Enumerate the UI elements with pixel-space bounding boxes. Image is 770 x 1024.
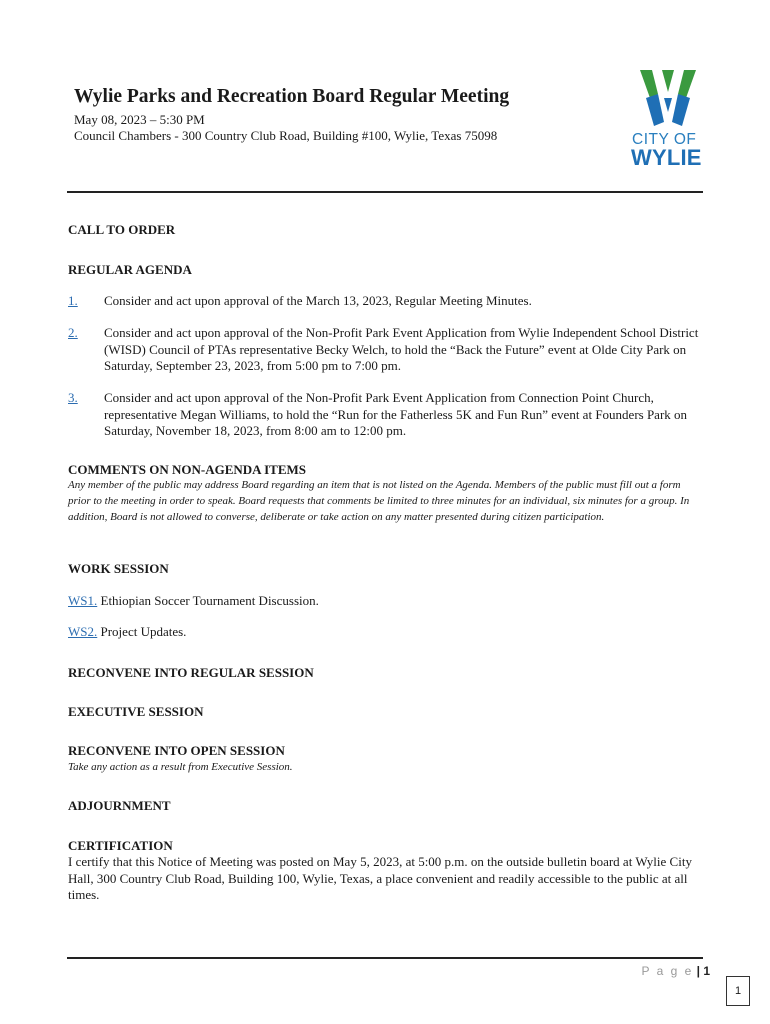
comments-heading: COMMENTS ON NON-AGENDA ITEMS	[68, 462, 306, 477]
reconvene-open-heading: RECONVENE INTO OPEN SESSION	[68, 743, 285, 758]
work-session-item-1	[68, 593, 319, 609]
logo-text-wylie: WYLIE	[631, 145, 702, 170]
work-session-item-1-text: Ethiopian Soccer Tournament Discussion.	[100, 593, 319, 608]
work-session-item-2-text: Project Updates.	[100, 624, 187, 639]
work-session-heading: WORK SESSION	[68, 561, 169, 576]
agenda-item-1-link[interactable]: 1.	[68, 293, 78, 308]
page-number: 1	[703, 964, 710, 978]
agenda-item-2-link[interactable]: 2.	[68, 325, 78, 340]
meeting-title: Wylie Parks and Recreation Board Regular Meeting	[74, 86, 510, 107]
work-session-item-2-link[interactable]: WS2.	[68, 624, 98, 639]
page-separator: |	[696, 964, 700, 978]
agenda-item-1-text: Consider and act upon approval of the March 13, 2023, Regular Meeting Minutes.	[104, 293, 532, 308]
executive-session-heading: EXECUTIVE SESSION	[68, 704, 204, 719]
meeting-location: Council Chambers - 300 Country Club Road, Building #100, Wylie, Texas 75098	[74, 128, 498, 143]
call-to-order-heading: CALL TO ORDER	[68, 222, 176, 237]
page-number-box: 1	[726, 976, 750, 1006]
comments-text: Any member of the public may address Board regarding an item that is not listed on the Agenda. Members of the public must fill out a form prior to the meeting in order to speak. Board requests that comments be limited to three minutes for an individual, six minutes for a group. In addition, Board is not allowed to converse, deliberate or take action on any matter presented during citizen participation.	[68, 479, 690, 523]
work-session-item-1-link[interactable]: WS1.	[68, 593, 98, 608]
logo-text-city-of: CITY OF	[632, 131, 697, 148]
footer-divider	[67, 957, 703, 959]
adjournment-heading: ADJOURNMENT	[68, 798, 171, 813]
reconvene-regular-heading: RECONVENE INTO REGULAR SESSION	[68, 665, 314, 680]
agenda-item-2-text: Consider and act upon approval of the Non-Profit Park Event Application from Wylie Independent School District (WISD) Council of PTAs representative Becky Welch, to hold the “Back the Future” event at Olde City Park on Saturday, September 23, 2023, from 5:00 pm to 7:00 pm.	[104, 325, 699, 373]
meeting-date-time: May 08, 2023 – 5:30 PM	[74, 112, 205, 127]
agenda-item-3-text: Consider and act upon approval of the Non-Profit Park Event Application from Connection Point Church, representative Megan Williams, to hold the “Run for the Fatherless 5K and Fun Run” event at Founders Park on Saturday, November 18, 2023, from 8:00 am to 12:00 pm.	[104, 390, 688, 438]
page-label: P a g e	[641, 964, 694, 978]
work-session-item-2	[68, 624, 186, 640]
regular-agenda-heading: REGULAR AGENDA	[68, 262, 192, 277]
agenda-item-3-link[interactable]: 3.	[68, 390, 78, 405]
page-footer	[620, 964, 710, 978]
header-divider	[67, 191, 703, 193]
certification-heading: CERTIFICATION	[68, 838, 173, 853]
certification-text: I certify that this Notice of Meeting was posted on May 5, 2023, at 5:00 p.m. on the outside bulletin board at Wylie City Hall, 300 Country Club Road, Building 100, Wylie, Texas, a place convenient and readily accessible to the public at all times.	[68, 854, 692, 902]
reconvene-open-text: Take any action as a result from Executive Session.	[68, 761, 293, 773]
